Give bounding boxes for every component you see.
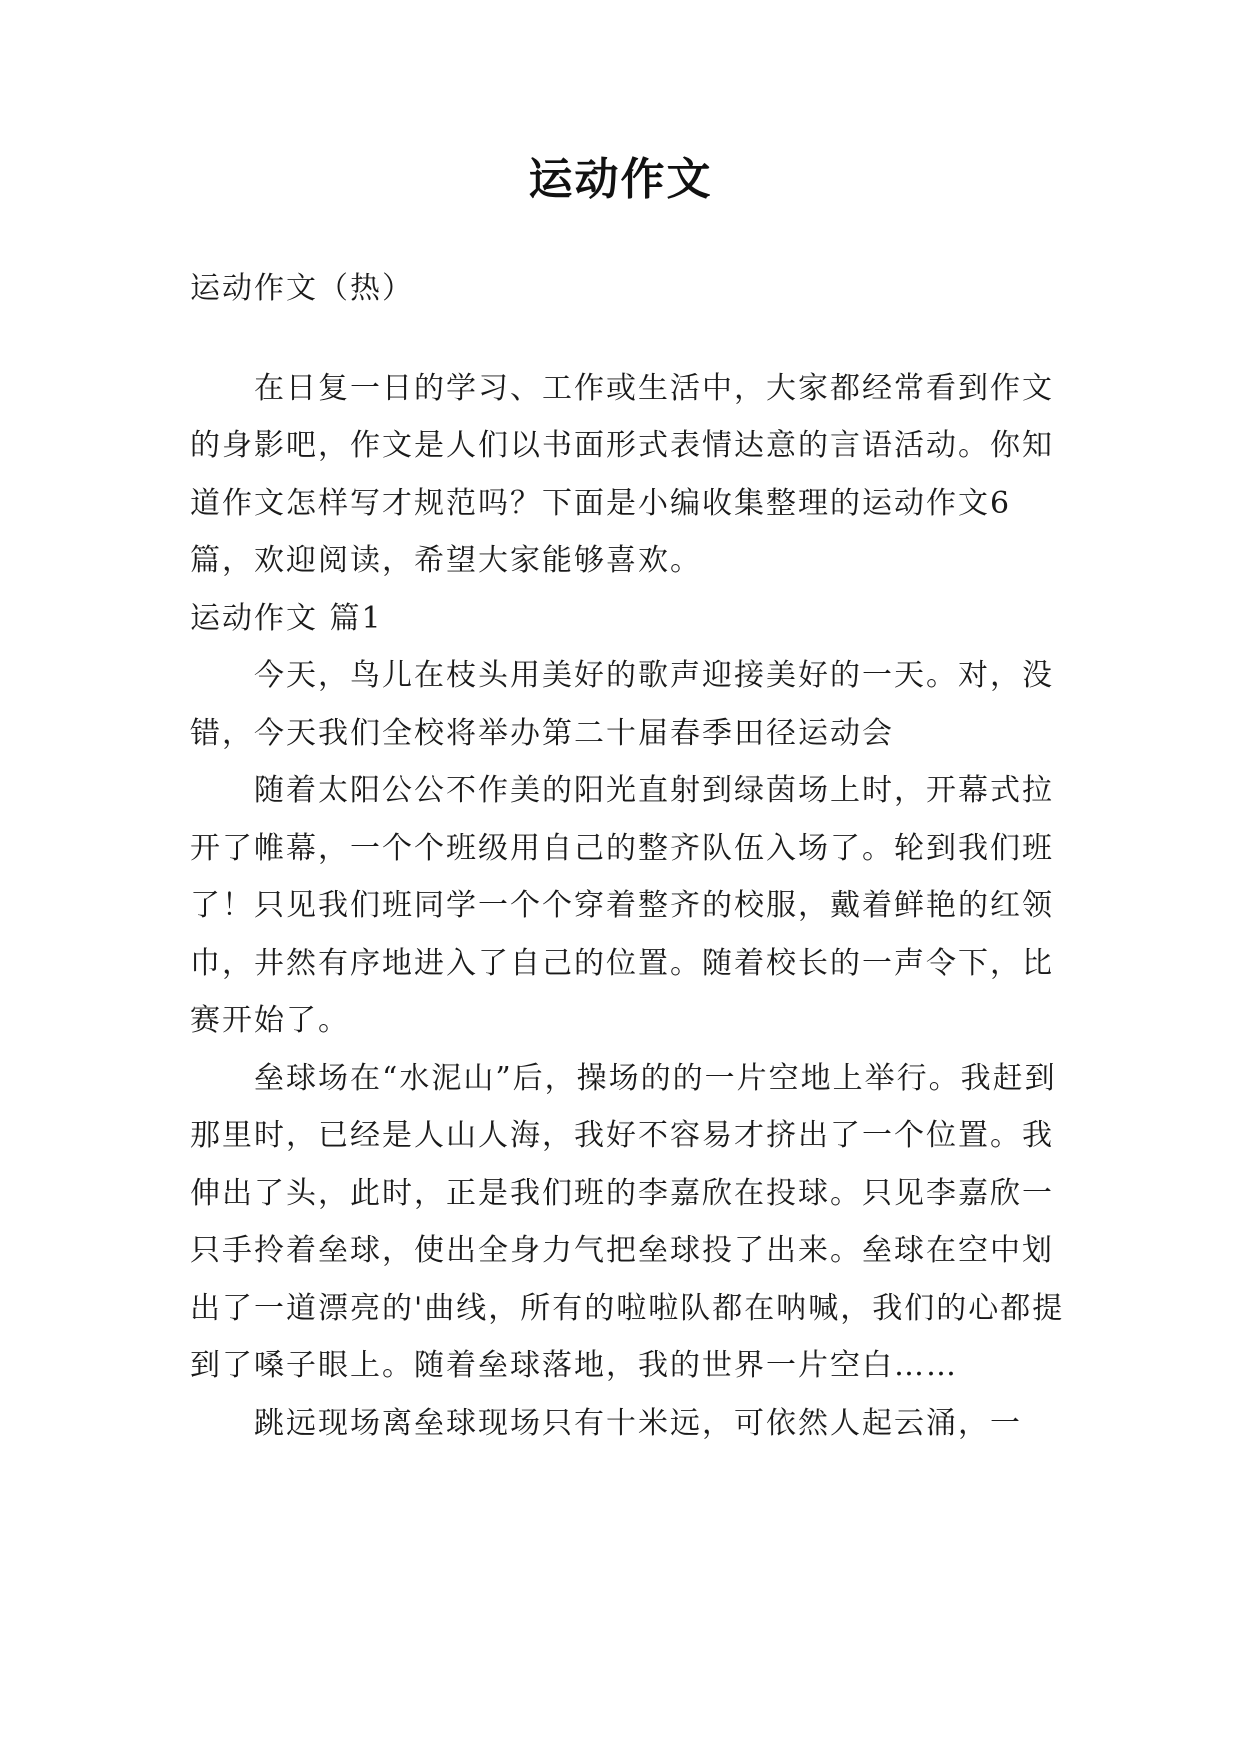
body-paragraph: 跳远现场离垒球现场只有十米远，可依然人起云涌，一 [254,1405,1022,1441]
section-heading: 运动作文 篇1 [190,600,383,636]
document-body [190,260,1070,1452]
body-paragraph: 随着太阳公公不作美的阳光直射到绿茵场上时，开幕式拉开了帷幕，一个个班级用自己的整齐队伍入场了。轮到我们班了！只见我们班同学一个个穿着整齐的校服，戴着鲜艳的红领巾，井然有序地进入了自己的位置。随着校长的一声令下，比赛开始了。 [190,773,1054,1038]
document-title: 运动作文 [528,154,713,205]
body-paragraph: 今天，鸟儿在枝头用美好的歌声迎接美好的一天。对，没错，今天我们全校将举办第二十届春季田径运动会 [190,658,1054,751]
spacer [190,318,1070,360]
intro-paragraph: 在日复一日的学习、工作或生活中，大家都经常看到作文的身影吧，作文是人们以书面形式表情达意的言语活动。你知道作文怎样写才规范吗？下面是小编收集整理的运动作文6篇，欢迎阅读，希望大家能够喜欢。 [190,370,1054,578]
body-paragraph: 垒球场在“水泥山”后，操场的的一片空地上举行。我赶到那里时，已经是人山人海，我好不容易才挤出了一个位置。我伸出了头，此时，正是我们班的李嘉欣在投球。只见李嘉欣一只手拎着垒球，使出全身力气把垒球投了出来。垒球在空中划出了一道漂亮的'曲线，所有的啦啦队都在呐喊，我们的心都提到了嗓子眼上。随着垒球落地，我的世界一片空白…… [190,1060,1065,1383]
document-subtitle: 运动作文（热） [190,271,414,306]
